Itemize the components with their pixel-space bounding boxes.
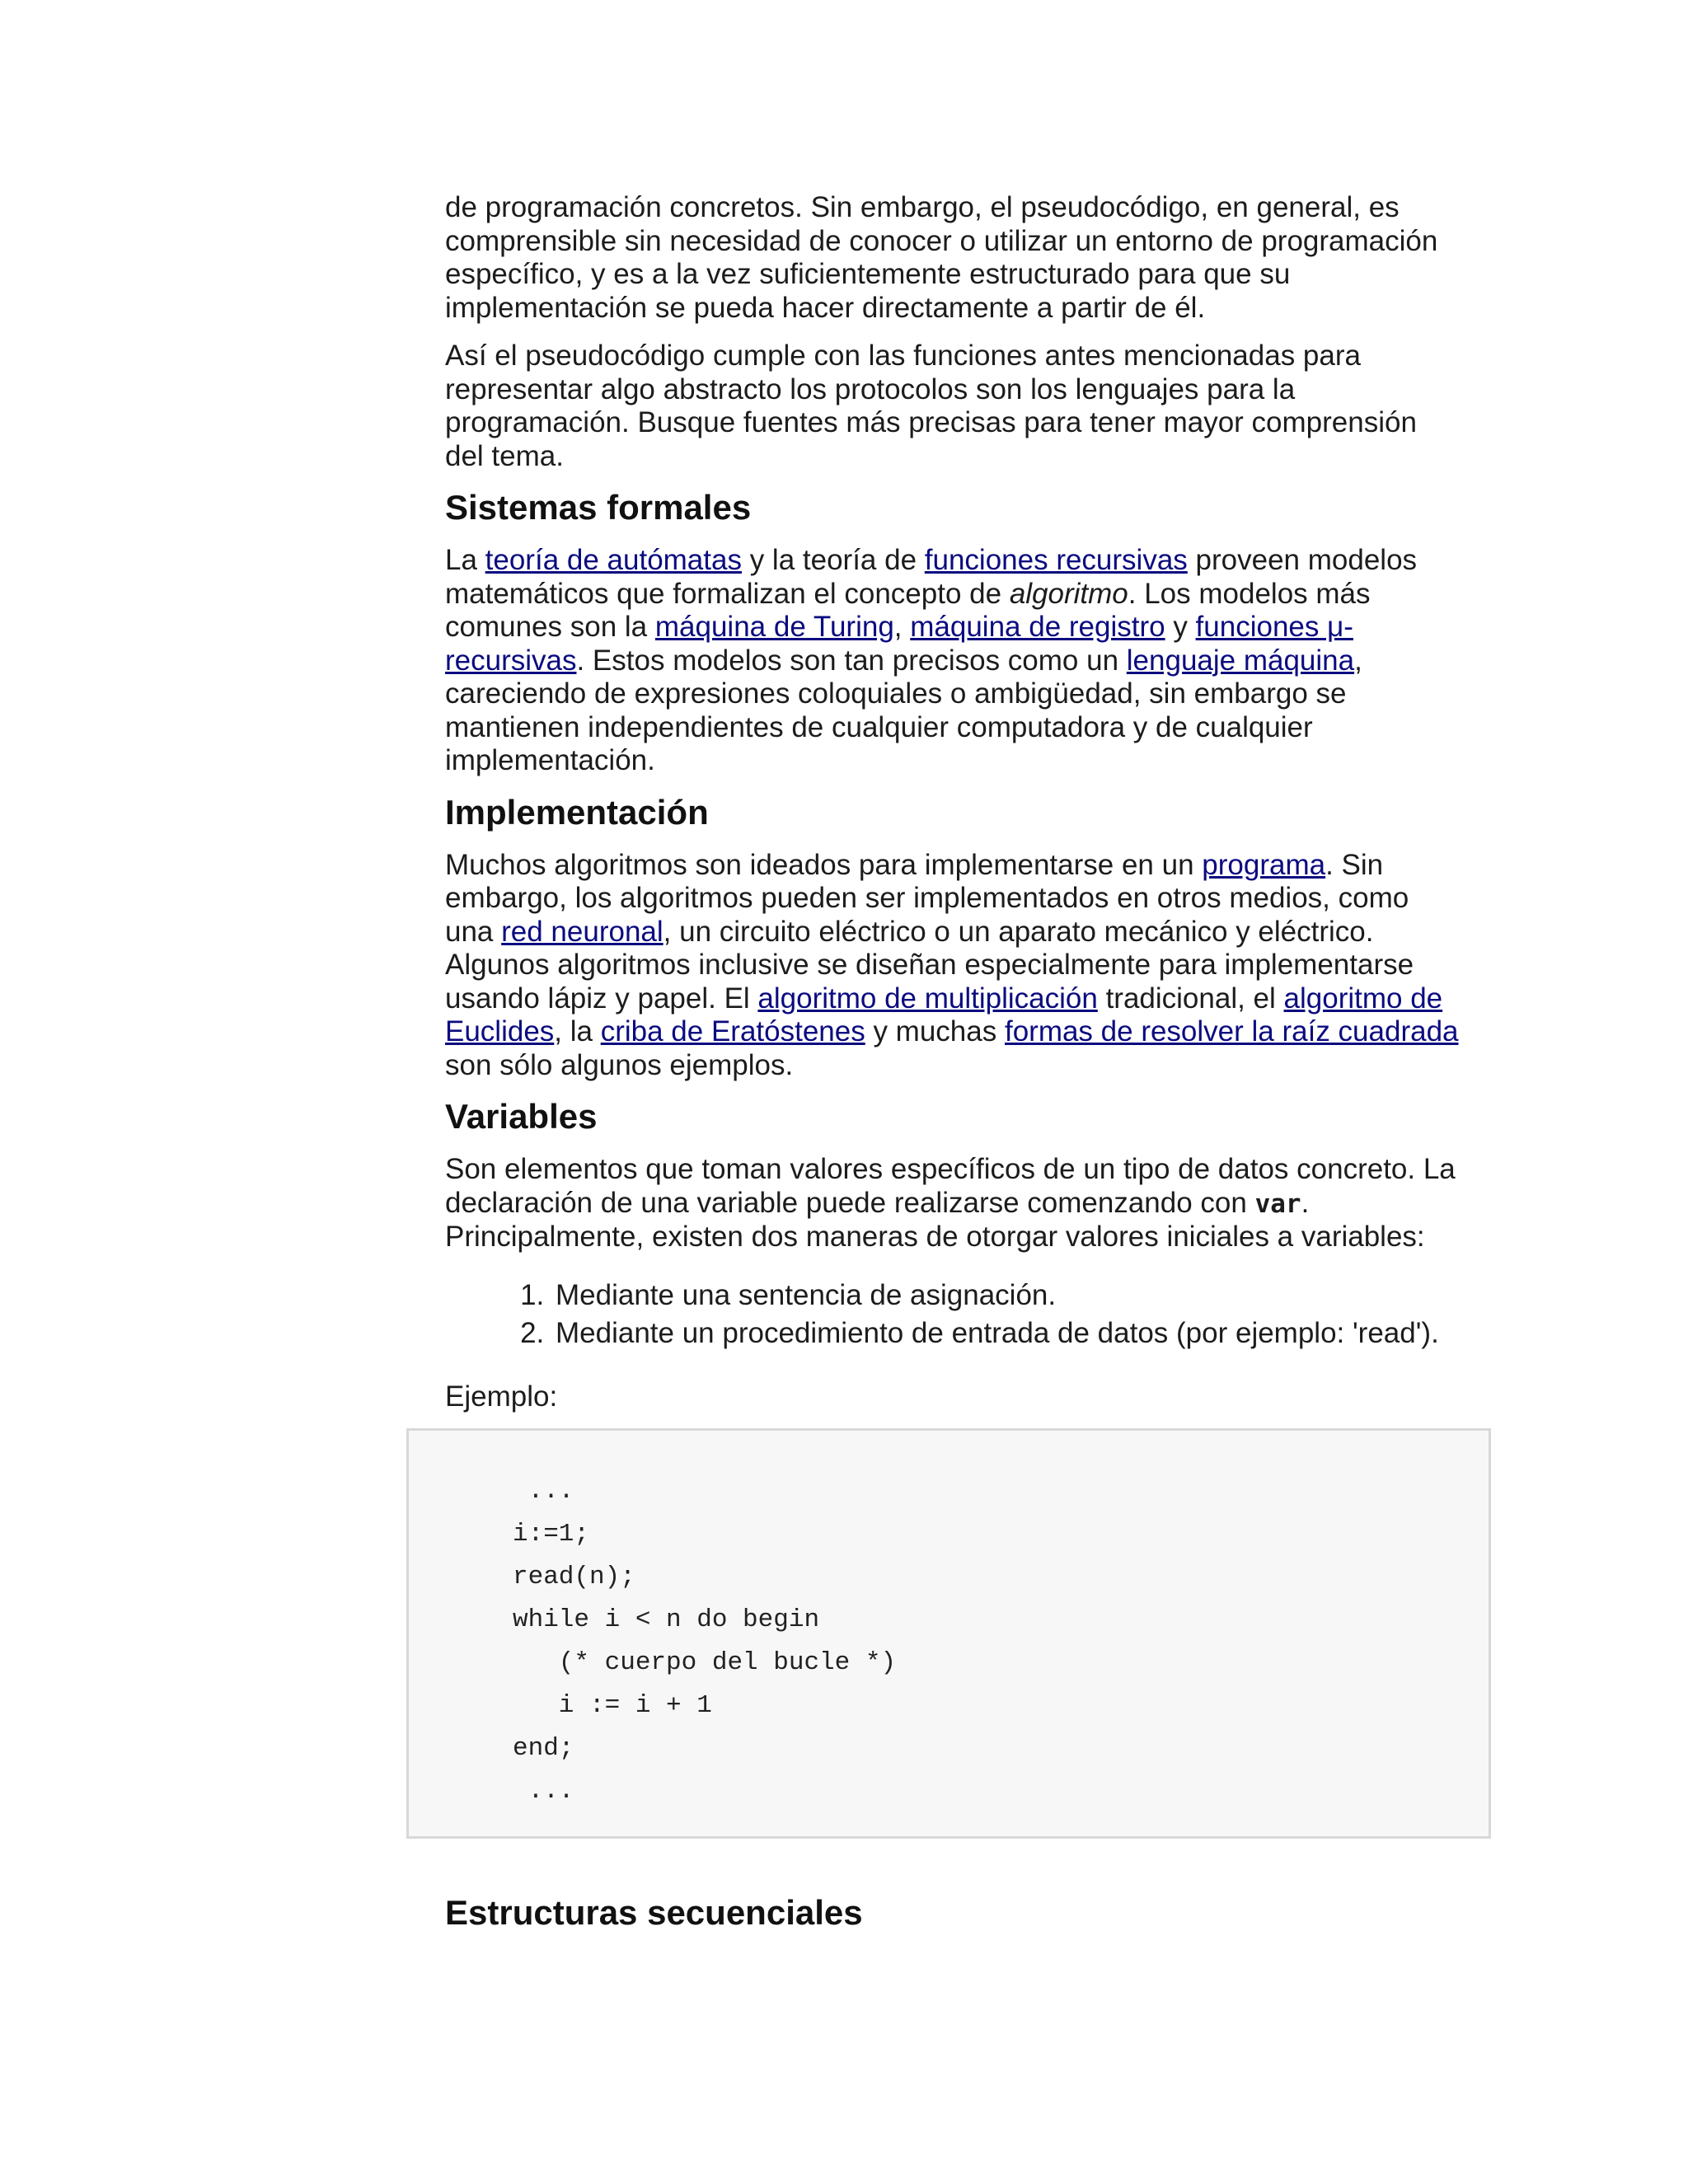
heading-estructuras-secuenciales: Estructuras secuenciales xyxy=(445,1893,863,1932)
heading-implementacion: Implementación xyxy=(445,792,709,832)
link-maquina-registro[interactable]: máquina de registro xyxy=(910,611,1165,643)
document-page xyxy=(445,191,1459,1949)
implementacion-paragraph: Muchos algoritmos son ideados para implementarse en un programa. Sin embargo, los algoritmos pueden ser implementados en otros medios, como una red neuronal, un circuito eléctrico o un aparato mecánico y eléctrico. Algunos algoritmos inclusive se diseñan especialmente para implementarse usando lápiz y papel. El algoritmo de multiplicación tradicional, el algoritmo de Euclides, la criba de Eratóstenes y muchas formas de resolver la raíz cuadrada son sólo algunos ejemplos. xyxy=(445,848,1459,1081)
variables-paragraph: Son elementos que toman valores específicos de un tipo de datos concreto. La declaración de una variable puede realizarse comenzando con var. Principalmente, existen dos maneras de otorgar valores iniciales a variables: xyxy=(445,1153,1456,1253)
link-funciones-recursivas[interactable]: funciones recursivas xyxy=(924,544,1188,576)
variables-list xyxy=(445,1279,1459,1351)
example-label: Ejemplo: xyxy=(445,1380,558,1413)
link-funciones-mu-recursivas[interactable]: funciones μ-recursivas xyxy=(445,611,1353,677)
link-criba-eratostenes[interactable]: criba de Eratóstenes xyxy=(600,1015,865,1047)
link-algoritmo-multiplicacion[interactable]: algoritmo de multiplicación xyxy=(757,982,1098,1015)
code-content: ... i:=1; read(n); while i < n do begin (* cuerpo del bucle *) i := i + 1 end; ... xyxy=(513,1477,897,1806)
link-teoria-automatas[interactable]: teoría de autómatas xyxy=(485,544,742,576)
heading-sistemas-formales: Sistemas formales xyxy=(445,488,752,527)
emphasis-algoritmo: algoritmo xyxy=(1009,577,1128,610)
intro-paragraph-1: de programación concretos. Sin embargo, el pseudocódigo, en general, es comprensible sin necesidad de conocer o utilizar un entorno de programación específico, y es a la vez suficientemente estructurado para que su implementación se pueda hacer directamente a partir de él. xyxy=(445,191,1438,324)
heading-variables: Variables xyxy=(445,1097,598,1136)
link-algoritmo-euclides[interactable]: algoritmo de Euclides xyxy=(445,982,1443,1047)
intro-paragraph-2: Así el pseudocódigo cumple con las funciones antes mencionadas para representar algo abstracto los protocolos son los lenguajes para la programación. Busque fuentes más precisas para tener mayor comprensión del tema. xyxy=(445,340,1417,472)
keyword-var: var xyxy=(1254,1188,1301,1219)
list-item: 1. Mediante una sentencia de asignación. xyxy=(552,1279,1459,1313)
link-lenguaje-maquina[interactable]: lenguaje máquina xyxy=(1126,644,1355,677)
sistemas-paragraph: La teoría de autómatas y la teoría de funciones recursivas proveen modelos matemáticos que formalizan el concepto de algoritmo. Los modelos más comunes son la máquina de Turing, máquina de registro y funciones μ-recursivas. Estos modelos son tan precisos como un lenguaje máquina, careciendo de expresiones coloquiales o ambigüedad, sin embargo se mantienen independientes de cualquier computadora y de cualquier implementación. xyxy=(445,544,1418,776)
list-item: 2. Mediante un procedimiento de entrada de datos (por ejemplo: 'read'). xyxy=(552,1317,1459,1351)
link-maquina-turing[interactable]: máquina de Turing xyxy=(654,611,894,643)
code-block xyxy=(406,1428,1491,1839)
link-raiz-cuadrada[interactable]: formas de resolver la raíz cuadrada xyxy=(1004,1015,1459,1047)
link-programa[interactable]: programa xyxy=(1202,848,1326,881)
link-red-neuronal[interactable]: red neuronal xyxy=(501,915,663,948)
